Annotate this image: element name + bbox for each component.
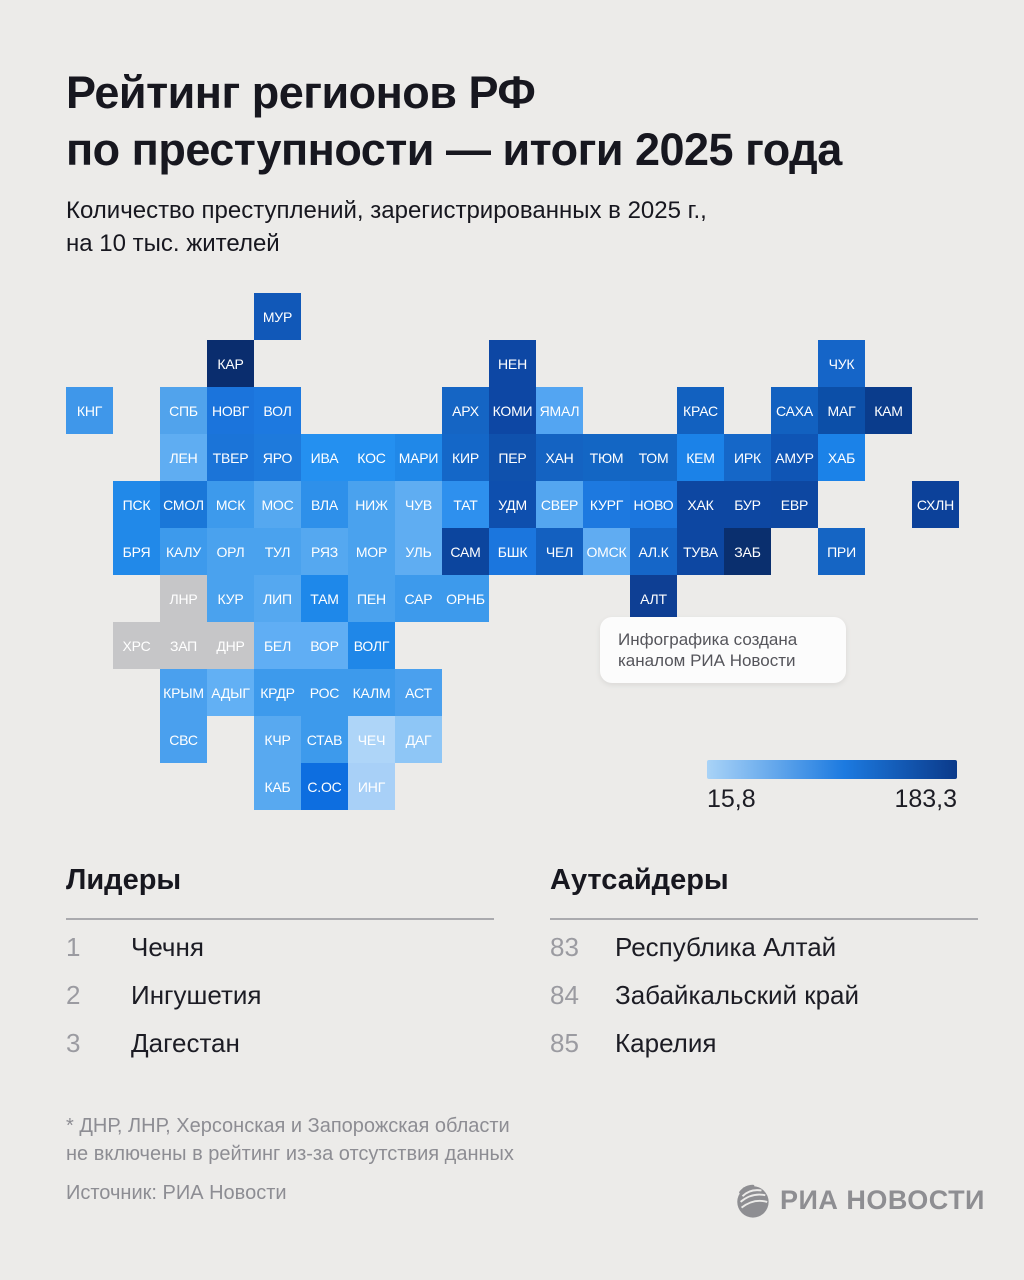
list-item-name: Чечня	[131, 932, 204, 962]
outsiders-section	[550, 864, 978, 1076]
region-tile-КАЛМ[interactable]: КАЛМ	[348, 669, 395, 716]
region-tile-ЯМАЛ[interactable]: ЯМАЛ	[536, 387, 583, 434]
region-tile-ХАК[interactable]: ХАК	[677, 481, 724, 528]
region-tile-САР[interactable]: САР	[395, 575, 442, 622]
region-tile-ТУЛ[interactable]: ТУЛ	[254, 528, 301, 575]
region-tile-МУР[interactable]: МУР	[254, 293, 301, 340]
credit-note-line2: каналом РИА Новости	[618, 651, 796, 670]
list-item-name: Карелия	[615, 1028, 717, 1058]
list-item-name: Забайкальский край	[615, 980, 860, 1010]
region-tile-КАБ[interactable]: КАБ	[254, 763, 301, 810]
region-tile-САХА[interactable]: САХА	[771, 387, 818, 434]
region-tile-ЗАБ[interactable]: ЗАБ	[724, 528, 771, 575]
region-tile-МСК[interactable]: МСК	[207, 481, 254, 528]
region-tile-КАЛУ[interactable]: КАЛУ	[160, 528, 207, 575]
footnote-line2: не включены в рейтинг из-за отсутствия данных	[66, 1143, 514, 1165]
ria-logo-text: РИА НОВОСТИ	[780, 1184, 985, 1215]
region-tile-АДЫГ[interactable]: АДЫГ	[207, 669, 254, 716]
footnote	[66, 1112, 706, 1168]
region-tile-КИР[interactable]: КИР	[442, 434, 489, 481]
legend-min-label: 15,8	[707, 785, 756, 813]
region-tile-МОР[interactable]: МОР	[348, 528, 395, 575]
region-tile-БРЯ[interactable]: БРЯ	[113, 528, 160, 575]
region-tile-РОС[interactable]: РОС	[301, 669, 348, 716]
region-tile-ПСК[interactable]: ПСК	[113, 481, 160, 528]
credit-note-box	[600, 617, 846, 683]
leaders-divider	[66, 918, 494, 920]
region-tile-ДНР[interactable]: ДНР	[207, 622, 254, 669]
region-tile-ТВЕР[interactable]: ТВЕР	[207, 434, 254, 481]
region-tile-УДМ[interactable]: УДМ	[489, 481, 536, 528]
list-item	[66, 980, 494, 1028]
region-tile-АРХ[interactable]: АРХ	[442, 387, 489, 434]
footnote-line1: * ДНР, ЛНР, Херсонская и Запорожская области	[66, 1115, 510, 1137]
region-tile-ПРИ[interactable]: ПРИ	[818, 528, 865, 575]
region-tile-ВОЛ[interactable]: ВОЛ	[254, 387, 301, 434]
region-tile-СВЕР[interactable]: СВЕР	[536, 481, 583, 528]
list-item-rank: 2	[66, 980, 81, 1010]
region-tile-ЛНР[interactable]: ЛНР	[160, 575, 207, 622]
list-item	[550, 980, 978, 1028]
region-tile-БУР[interactable]: БУР	[724, 481, 771, 528]
ria-globe-icon	[733, 1181, 771, 1219]
region-tile-ТАМ[interactable]: ТАМ	[301, 575, 348, 622]
region-tile-ИРК[interactable]: ИРК	[724, 434, 771, 481]
region-tile-ЛИП[interactable]: ЛИП	[254, 575, 301, 622]
page-title-line1: Рейтинг регионов РФ	[66, 67, 536, 118]
list-item-name: Ингушетия	[131, 980, 262, 1010]
list-item-rank: 3	[66, 1028, 81, 1058]
region-tile-ПЕР[interactable]: ПЕР	[489, 434, 536, 481]
region-tile-ТУВА[interactable]: ТУВА	[677, 528, 724, 575]
region-tile-КЧР[interactable]: КЧР	[254, 716, 301, 763]
region-tile-СВС[interactable]: СВС	[160, 716, 207, 763]
region-tile-СПБ[interactable]: СПБ	[160, 387, 207, 434]
region-tile-БШК[interactable]: БШК	[489, 528, 536, 575]
region-tile-ТОМ[interactable]: ТОМ	[630, 434, 677, 481]
region-tile-МАГ[interactable]: МАГ	[818, 387, 865, 434]
list-item-rank: 85	[550, 1028, 579, 1058]
list-item-rank: 83	[550, 932, 579, 962]
region-tile-КРАС[interactable]: КРАС	[677, 387, 724, 434]
region-tile-ИВА[interactable]: ИВА	[301, 434, 348, 481]
region-tile-НОВГ[interactable]: НОВГ	[207, 387, 254, 434]
region-tile-КРДР[interactable]: КРДР	[254, 669, 301, 716]
outsiders-list	[550, 932, 978, 1076]
region-tile-МОС[interactable]: МОС	[254, 481, 301, 528]
ria-novosti-logo	[733, 1178, 985, 1222]
region-tile-ЛЕН[interactable]: ЛЕН	[160, 434, 207, 481]
region-tile-ХАН[interactable]: ХАН	[536, 434, 583, 481]
region-tile-НИЖ[interactable]: НИЖ	[348, 481, 395, 528]
region-tile-КАР[interactable]: КАР	[207, 340, 254, 387]
region-tile-ОРЛ[interactable]: ОРЛ	[207, 528, 254, 575]
region-tile-СХЛН[interactable]: СХЛН	[912, 481, 959, 528]
list-item-rank: 1	[66, 932, 81, 962]
region-tile-ОМСК[interactable]: ОМСК	[583, 528, 630, 575]
region-tile-ТАТ[interactable]: ТАТ	[442, 481, 489, 528]
page-subtitle-line2: на 10 тыс. жителей	[66, 230, 280, 257]
outsiders-divider	[550, 918, 978, 920]
page-title	[66, 64, 966, 178]
region-tile-САМ[interactable]: САМ	[442, 528, 489, 575]
region-tile-РЯЗ[interactable]: РЯЗ	[301, 528, 348, 575]
region-tile-КНГ[interactable]: КНГ	[66, 387, 113, 434]
region-tile-ТЮМ[interactable]: ТЮМ	[583, 434, 630, 481]
source-label: Источник: РИА Новости	[66, 1182, 287, 1204]
list-item-name: Республика Алтай	[615, 932, 837, 962]
region-tile-СМОЛ[interactable]: СМОЛ	[160, 481, 207, 528]
region-tile-КОС[interactable]: КОС	[348, 434, 395, 481]
list-item-rank: 84	[550, 980, 579, 1010]
region-tile-ХАБ[interactable]: ХАБ	[818, 434, 865, 481]
region-tile-МАРИ[interactable]: МАРИ	[395, 434, 442, 481]
list-item	[66, 932, 494, 980]
region-tile-УЛЬ[interactable]: УЛЬ	[395, 528, 442, 575]
list-item-name: Дагестан	[131, 1028, 240, 1058]
list-item	[66, 1028, 494, 1076]
region-tile-ПЕН[interactable]: ПЕН	[348, 575, 395, 622]
page-title-line2: по преступности — итоги 2025 года	[66, 124, 842, 175]
region-tile-ВОЛГ[interactable]: ВОЛГ	[348, 622, 395, 669]
region-tile-АЛ.К[interactable]: АЛ.К	[630, 528, 677, 575]
region-tile-КРЫМ[interactable]: КРЫМ	[160, 669, 207, 716]
region-tile-ЧЕЛ[interactable]: ЧЕЛ	[536, 528, 583, 575]
region-tile-ЗАП[interactable]: ЗАП	[160, 622, 207, 669]
list-item	[550, 1028, 978, 1076]
region-tile-ЧУК[interactable]: ЧУК	[818, 340, 865, 387]
legend-max-label: 183,3	[894, 785, 957, 813]
region-tile-ДАГ[interactable]: ДАГ	[395, 716, 442, 763]
region-tile-СТАВ[interactable]: СТАВ	[301, 716, 348, 763]
page-subtitle	[66, 194, 926, 260]
region-tile-С.ОС[interactable]: С.ОС	[301, 763, 348, 810]
region-tile-ЧУВ[interactable]: ЧУВ	[395, 481, 442, 528]
leaders-section	[66, 864, 494, 1076]
region-tile-ИНГ[interactable]: ИНГ	[348, 763, 395, 810]
region-tile-АМУР[interactable]: АМУР	[771, 434, 818, 481]
list-item	[550, 932, 978, 980]
leaders-list	[66, 932, 494, 1076]
region-tile-КЕМ[interactable]: КЕМ	[677, 434, 724, 481]
region-tile-ЕВР[interactable]: ЕВР	[771, 481, 818, 528]
region-tile-КУР[interactable]: КУР	[207, 575, 254, 622]
region-tile-НЕН[interactable]: НЕН	[489, 340, 536, 387]
region-tile-ЯРО[interactable]: ЯРО	[254, 434, 301, 481]
credit-note-line1: Инфографика создана	[618, 630, 798, 649]
legend-gradient-bar	[707, 760, 957, 779]
region-tile-БЕЛ[interactable]: БЕЛ	[254, 622, 301, 669]
region-tile-КОМИ[interactable]: КОМИ	[489, 387, 536, 434]
leaders-title: Лидеры	[66, 864, 182, 896]
region-tile-КАМ[interactable]: КАМ	[865, 387, 912, 434]
outsiders-title: Аутсайдеры	[550, 864, 729, 896]
legend-labels	[707, 785, 957, 814]
region-tile-НОВО[interactable]: НОВО	[630, 481, 677, 528]
region-tile-АСТ[interactable]: АСТ	[395, 669, 442, 716]
region-tile-КУРГ[interactable]: КУРГ	[583, 481, 630, 528]
region-tile-ХРС[interactable]: ХРС	[113, 622, 160, 669]
region-tile-ОРНБ[interactable]: ОРНБ	[442, 575, 489, 622]
region-tile-АЛТ[interactable]: АЛТ	[630, 575, 677, 622]
region-tile-ЧЕЧ[interactable]: ЧЕЧ	[348, 716, 395, 763]
region-tile-ВЛА[interactable]: ВЛА	[301, 481, 348, 528]
page-subtitle-line1: Количество преступлений, зарегистрированных в 2025 г.,	[66, 197, 707, 224]
region-tile-ВОР[interactable]: ВОР	[301, 622, 348, 669]
tile-map	[66, 293, 960, 811]
